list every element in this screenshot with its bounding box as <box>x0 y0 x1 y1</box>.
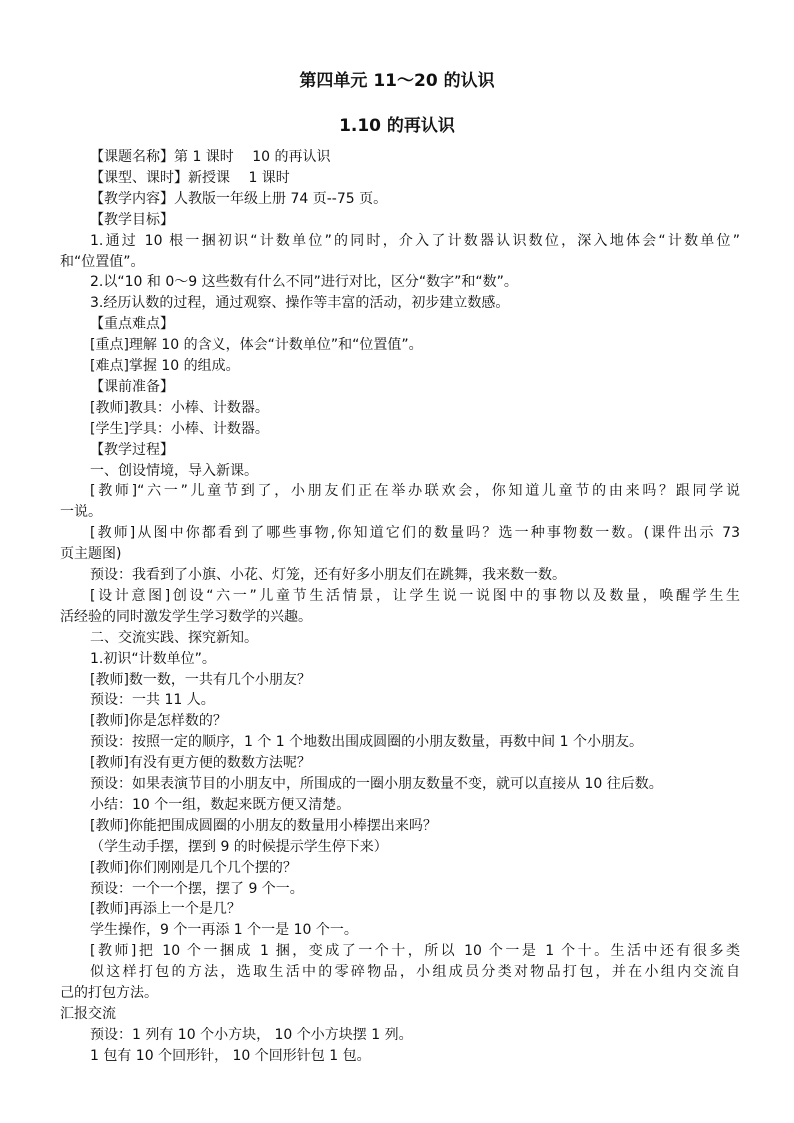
text-line: 似这样打包的方法，选取生活中的零碎物品，小组成员分类对物品打包，并在小组内交流自 <box>90 964 740 981</box>
text-line: 预设：按照一定的顺序，1 个 1 个地数出围成圆圈的小朋友数量，再数中间 1 个小朋友。 <box>90 734 643 751</box>
text-line: 页主题图) <box>60 546 122 563</box>
text-line: [教师]教具：小棒、计数器。 <box>90 399 269 416</box>
text-line: 【重点难点】 <box>90 316 174 333</box>
text-line: [教师]有没有更方便的数数方法呢？ <box>90 755 311 772</box>
text-line: [教师]再添上一个是几？ <box>90 901 241 918</box>
text-line: [重点]理解 10 的含义，体会“计数单位”和“位置值”。 <box>90 337 423 354</box>
text-line: （学生动手摆，摆到 9 的时候提示学生停下来） <box>90 838 388 855</box>
text-line: 2.以“10 和 0～9 这些数有什么不同”进行对比，区分“数字”和“数”。 <box>90 274 518 291</box>
text-line: [教师]你能把围成圆圈的小朋友的数量用小棒摆出来吗？ <box>90 817 437 834</box>
text-line: 【课型、课时】新授课 1 课时 <box>90 169 290 186</box>
text-line: 【教学过程】 <box>90 441 174 458</box>
text-line: 和“位置值”。 <box>60 253 145 270</box>
text-line: [教师]从图中你都看到了哪些事物,你知道它们的数量吗？选一种事物数一数。(课件出示 73 <box>90 525 740 542</box>
text-line: [教师]把 10 个一捆成 1 捆，变成了一个十，所以 10 个一是 1 个十。生活中还有很多类 <box>90 943 740 960</box>
text-line: [难点]掌握 10 的组成。 <box>90 358 240 374</box>
text-line: 小结：10 个一组，数起来既方便又清楚。 <box>90 796 351 813</box>
text-line: 预设：一共 11 人。 <box>90 692 215 709</box>
text-line: 【课前准备】 <box>90 378 174 395</box>
text-line: 学生操作，9 个一再添 1 个一是 10 个一。 <box>90 922 358 939</box>
text-line: 一、创设情境，导入新课。 <box>90 462 258 479</box>
text-line: 【教学目标】 <box>90 211 174 228</box>
text-line: [教师]你们刚刚是几个几个摆的？ <box>90 859 297 876</box>
text-line: 3.经历认数的过程，通过观察、操作等丰富的活动，初步建立数感。 <box>90 295 510 312</box>
text-line: 1 包有 10 个回形针， 10 个回形针包 1 包。 <box>90 1047 371 1064</box>
text-line: [教师]“六一”儿童节到了，小朋友们正在举办联欢会，你知道儿童节的由来吗？跟同学说 <box>90 483 740 500</box>
text-line: [设计意图]创设“六一”儿童节生活情景，让学生说一说图中的事物以及数量，唤醒学生生 <box>90 587 740 604</box>
unit-title: 第四单元 11～20 的认识 <box>299 71 495 91</box>
text-line: 二、交流实践、探究新知。 <box>90 629 258 646</box>
lesson-title: 1.10 的再认识 <box>339 116 455 136</box>
text-line: 预设：一个一个摆，摆了 9 个一。 <box>90 880 304 897</box>
text-line: 己的打包方法。 <box>60 985 158 1001</box>
text-line: 预设：如果表演节目的小朋友中，所围成的一圈小朋友数量不变，就可以直接从 10 往后数。 <box>90 776 663 792</box>
text-line: 一说。 <box>60 504 102 521</box>
text-line: 汇报交流 <box>60 1005 116 1022</box>
text-line: [学生]学具：小棒、计数器。 <box>90 420 269 437</box>
text-line: 【课题名称】第 1 课时 10 的再认识 <box>90 149 331 165</box>
text-line: 1.初识“计数单位”。 <box>90 650 216 667</box>
text-line: 1.通过 10 根一捆初识“计数单位”的同时，介入了计数器认识数位，深入地体会“计数单位” <box>90 232 740 249</box>
text-line: 预设：1 列有 10 个小方块， 10 个小方块摆 1 列。 <box>90 1026 413 1043</box>
text-line: [教师]数一数，一共有几个小朋友？ <box>90 671 311 688</box>
text-line: 【教学内容】人教版一年级上册 74 页--75 页。 <box>90 190 388 207</box>
text-line: [教师]你是怎样数的？ <box>90 713 227 730</box>
text-line: 活经验的同时激发学生学习数学的兴趣。 <box>60 608 312 625</box>
text-line: 预设：我看到了小旗、小花、灯笼，还有好多小朋友们在跳舞，我来数一数。 <box>90 567 566 583</box>
